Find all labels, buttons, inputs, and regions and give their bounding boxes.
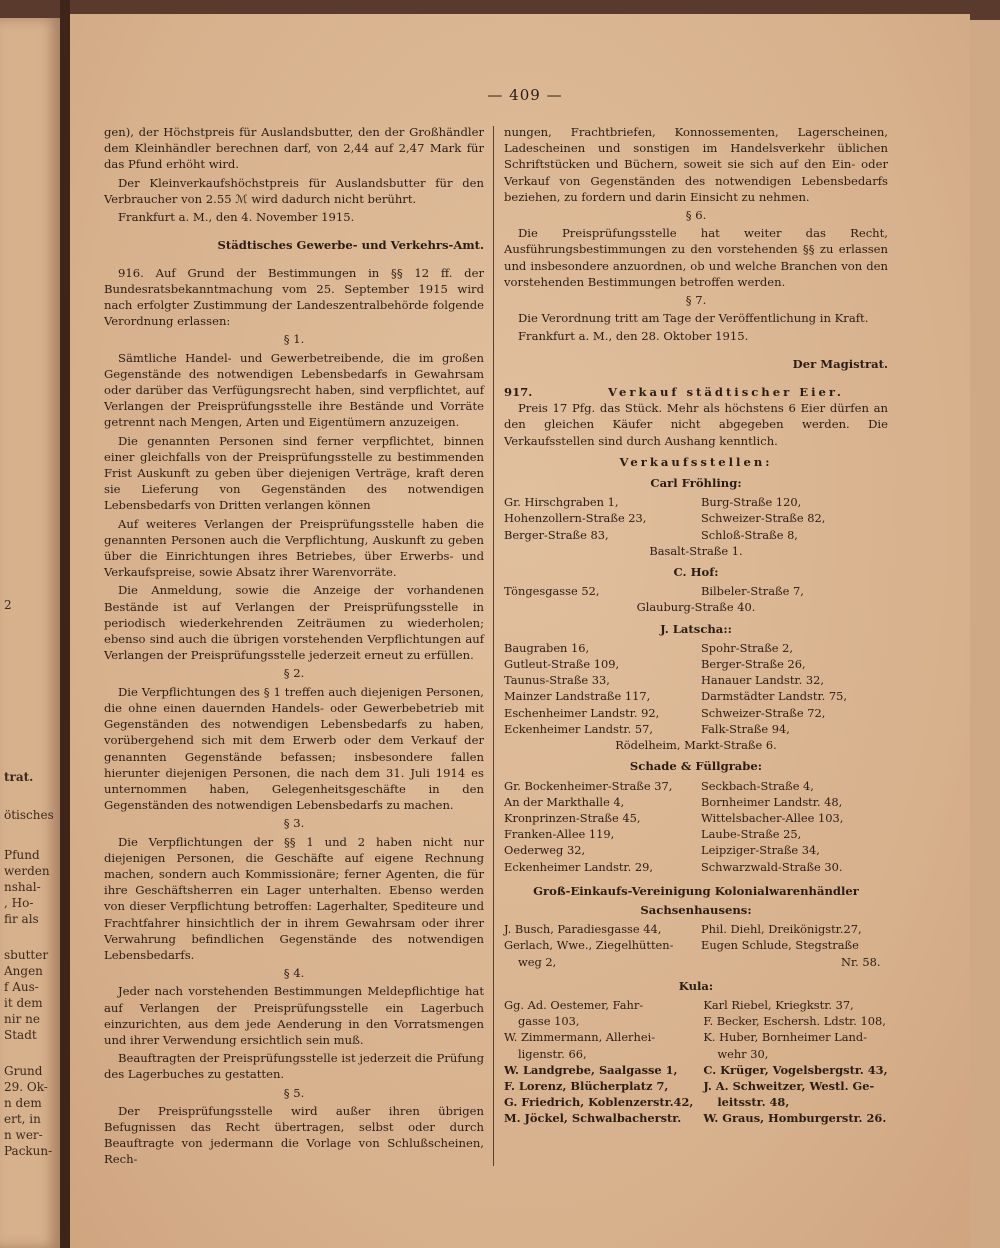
previous-page-edge	[0, 18, 60, 1248]
paragraph: Der Kleinverkaufshöchstpreis für Auslandsbutter für den Verbraucher von 2.55 ℳ wird dadurch nicht berührt.	[104, 175, 484, 206]
address: Darmstädter Landstr. 75,	[701, 689, 848, 704]
sales-heading: Verkaufsstellen:	[619, 454, 773, 469]
left-fragment: ötisches	[4, 808, 54, 822]
paragraph: Die Verpflichtungen der §§ 1 und 2 haben nicht nur diejenigen Personen, die Geschäfte auf eigene Rechnung machen, sondern auch Kommissionäre; ferner Agenten, die für ihre Geschäftsherren ein Lager unterhalten. Ebenso werden von dieser Verpflichtung betroffen: Lagerhalter, Spediteure und Frachtfahrer hinsichtlich der in ihrem Gewahrsam oder ihrer Verwahrung befindlichen Gegenstände des notwendigen Lebensbedarfs.	[104, 834, 484, 962]
address: W. Graus, Homburgerstr. 26.	[703, 1111, 887, 1126]
paragraph: Auf weiteres Verlangen der Preisprüfungsstelle haben die genannten Personen auch die Verpflichtung, Auskunft zu geben über die Einrichtungen ihres Betriebes, über Erwerbs- und Verkaufspreise, sowie Absatz ihrer Warenvorräte.	[104, 516, 484, 580]
address: leitsstr. 48,	[717, 1095, 790, 1110]
paragraph-916: 916. Auf Grund der Bestimmungen in §§ 12 ff. der Bundesratsbekanntmachung vom 25. September 1915 wird nach erfolgter Zustimmung der Landeszentralbehörde folgende Verordnung erlassen:	[104, 265, 484, 329]
group-heading: Schade & Füllgrabe:	[629, 759, 763, 774]
page-number: — 409 —	[487, 86, 563, 104]
left-fragment: Pfund	[4, 848, 40, 862]
address: G. Friedrich, Koblenzerstr.42,	[504, 1095, 694, 1110]
paragraph: Preis 17 Pfg. das Stück. Mehr als höchstens 6 Eier dürfen an den gleichen Käufer nicht abgegeben werden. Die Verkaufsstellen sind durch Aushang kenntlich.	[504, 401, 888, 448]
section-heading: § 3.	[283, 816, 305, 831]
page-edge-right	[968, 20, 1000, 1248]
left-fragment: n dem	[4, 1096, 42, 1110]
address: Laube-Straße 25,	[701, 827, 802, 842]
address: Wittelsbacher-Allee 103,	[701, 810, 844, 825]
address-list	[504, 640, 888, 753]
address: gasse 103,	[518, 1014, 580, 1029]
group-heading: Groß-Einkaufs-Vereinigung Kolonialwarenhändler	[533, 883, 859, 898]
address: Burg-Straße 120,	[701, 495, 802, 510]
section-heading: § 5.	[283, 1085, 305, 1100]
address: Hohenzollern-Straße 23,	[504, 511, 647, 526]
left-fragment: n wer-	[4, 1128, 43, 1142]
address: J. A. Schweitzer, Westl. Ge-	[703, 1078, 875, 1093]
left-fragment: Grund	[4, 1064, 43, 1078]
group-heading: Carl Fröhling:	[650, 476, 742, 491]
address: Eugen Schlude, Stegstraße	[701, 938, 859, 953]
address: Töngesgasse 52,	[504, 584, 600, 599]
section-heading: § 4.	[283, 966, 305, 981]
address: Gr. Bockenheimer-Straße 37,	[504, 778, 673, 793]
address: Phil. Diehl, Dreikönigstr.27,	[701, 922, 862, 937]
date-line: Frankfurt a. M., den 28. Oktober 1915.	[518, 329, 749, 344]
left-fragment: sbutter	[4, 948, 49, 962]
address-list	[504, 778, 888, 875]
section-heading: § 1.	[283, 332, 305, 347]
left-fragment: trat.	[4, 770, 34, 784]
column-rule	[493, 126, 494, 1166]
address: Schwarzwald-Straße 30.	[701, 859, 843, 874]
address: Berger-Straße 83,	[504, 527, 609, 542]
address: Hanauer Landstr. 32,	[701, 673, 824, 688]
address: Falk-Straße 94,	[701, 721, 790, 736]
left-fragment: Packun-	[4, 1144, 53, 1158]
address: Bilbeler-Straße 7,	[701, 584, 804, 599]
address: C. Krüger, Vogelsbergstr. 43,	[703, 1062, 888, 1077]
article-title: Verkauf städtischer Eier.	[608, 385, 844, 400]
signature: Städtisches Gewerbe- und Verkehrs-Amt.	[217, 237, 484, 252]
paragraph: Der Preisprüfungsstelle wird außer ihren übrigen Befugnissen das Recht übertragen, selbst oder durch Beauftragte von jedermann die Vorlage von Schlußscheinen, Rech-	[104, 1103, 484, 1167]
address: M. Jöckel, Schwalbacherstr.	[504, 1111, 682, 1126]
address: Basalt-Straße 1.	[649, 543, 743, 558]
address: Taunus-Straße 33,	[504, 673, 610, 688]
address: Spohr-Straße 2,	[701, 640, 794, 655]
signature: Der Magistrat.	[792, 357, 888, 372]
address: Mainzer Landstraße 117,	[504, 689, 651, 704]
paragraph: Die Verpflichtungen des § 1 treffen auch diejenigen Personen, die ohne einen dauernden Handels- oder Gewerbebetrieb mit Gegenständen des notwendigen Lebensbedarfs zu haben, vorübergehend sich mit dem Erwerb oder dem Verkauf der genannten Gegenstände befassen; insbesondere fallen hierunter diejenigen Personen, die nach dem 31. Juli 1914 es unternommen haben, Gelegenheitsgeschäfte in den Gegenständen des notwendigen Lebensbedarfs zu machen.	[104, 684, 484, 813]
book-gutter	[60, 0, 70, 1248]
address-list	[504, 494, 888, 559]
left-fragment: werden	[4, 864, 50, 878]
address: Berger-Straße 26,	[701, 657, 806, 672]
address: Schweizer-Straße 82,	[701, 511, 826, 526]
address: Schloß-Straße 8,	[701, 527, 798, 542]
address: An der Markthalle 4,	[504, 794, 625, 809]
address: Kronprinzen-Straße 45,	[504, 810, 641, 825]
address: wehr 30,	[717, 1046, 769, 1061]
left-column	[104, 124, 484, 1170]
address: Gr. Hirschgraben 1,	[504, 495, 619, 510]
paragraph: Die Anmeldung, sowie die Anzeige der vorhandenen Bestände ist auf Verlangen der Preisprüfungsstelle in periodisch wiederkehrenden Zeiträumen zu wiederholen; ebenso sind auch die übrigen vorstehenden Verpflichtungen auf Verlangen der Preisprüfungsstelle jederzeit erneut zu erfüllen.	[104, 583, 484, 663]
address: weg 2,	[518, 954, 557, 969]
address: J. Busch, Paradiesgasse 44,	[504, 922, 662, 937]
date-line: Frankfurt a. M., den 4. November 1915.	[118, 210, 355, 225]
group-heading: Sachsenhausens:	[640, 902, 752, 917]
address: W. Zimmermann, Allerhei-	[504, 1030, 656, 1045]
address: F. Lorenz, Blücherplatz 7,	[504, 1078, 669, 1093]
address: Gutleut-Straße 109,	[504, 657, 620, 672]
address: Rödelheim, Markt-Straße 6.	[615, 738, 777, 753]
left-fragment: 2	[4, 598, 12, 612]
left-fragment: f Aus-	[4, 980, 39, 994]
left-fragment: fir als	[4, 912, 39, 926]
left-fragment: nshal-	[4, 880, 41, 894]
address: Schweizer-Straße 72,	[701, 705, 826, 720]
left-fragment: nir ne	[4, 1012, 40, 1026]
paragraph: Beauftragten der Preisprüfungsstelle ist jederzeit die Prüfung des Lagerbuches zu gestatten.	[104, 1051, 484, 1082]
paragraph: Die genannten Personen sind ferner verpflichtet, binnen einer gleichfalls von der Preisprüfungsstelle zu bestimmenden Frist Auskunft zu geben über diejenigen Verträge, kraft deren sie Lieferung von Gegenständen des notwendigen Lebensbedarfs von Dritten verlangen können	[104, 433, 484, 513]
paragraph: nungen, Frachtbriefen, Konnossementen, Lagerscheinen, Ladescheinen und sonstigen im Handelsverkehr üblichen Schriftstücken und Büchern, soweit sie sich auf den Ein- oder Verkauf von Gegenständen des notwendigen Lebensbedarfs beziehen, zu fordern und darin Einsicht zu nehmen.	[504, 125, 888, 204]
address: K. Huber, Bornheimer Land-	[703, 1030, 868, 1045]
address: Seckbach-Straße 4,	[701, 778, 814, 793]
address: F. Becker, Eschersh. Ldstr. 108,	[703, 1014, 886, 1029]
address: Eschenheimer Landstr. 92,	[504, 705, 660, 720]
address: Leipziger-Straße 34,	[701, 843, 820, 858]
left-fragment: 29. Ok-	[4, 1080, 48, 1094]
address: ligenstr. 66,	[518, 1046, 587, 1061]
group-heading: C. Hof:	[673, 565, 719, 580]
document-page	[70, 14, 970, 1248]
paragraph: Jeder nach vorstehenden Bestimmungen Meldepflichtige hat auf Verlangen der Preisprüfungsstelle ein Lagerbuch einzurichten, aus dem jede Aenderung in den Vorratsmengen und ihrer Verwendung ersichtlich sein muß.	[104, 984, 484, 1047]
paragraph: Die Verordnung tritt am Tage der Veröffentlichung in Kraft.	[518, 311, 869, 326]
address: Bornheimer Landstr. 48,	[701, 794, 843, 809]
address: Nr. 58.	[841, 954, 881, 969]
left-fragment: it dem	[4, 996, 43, 1010]
section-heading: § 7.	[685, 293, 707, 308]
left-fragment: Angen	[4, 964, 43, 978]
section-heading: § 6.	[685, 208, 707, 223]
address: Karl Riebel, Kriegkstr. 37,	[703, 997, 854, 1012]
address-list	[504, 997, 888, 1127]
address: Gg. Ad. Oestemer, Fahr-	[504, 997, 644, 1012]
address: Glauburg-Straße 40.	[636, 600, 756, 615]
address: Oederweg 32,	[504, 843, 586, 858]
paragraph: Sämtliche Handel- und Gewerbetreibende, die im großen Gegenstände des notwendigen Lebensbedarfs in Gewahrsam oder darüber das Verfügungsrecht haben, sind verpflichtet, auf Verlangen der Preisprüfungsstelle ihre Bestände und Vorräte getrennt nach Mengen, Arten und Eigentümern anzuzeigen.	[104, 350, 484, 430]
address: Baugraben 16,	[504, 640, 590, 655]
right-column	[504, 124, 888, 1127]
left-fragment: Stadt	[4, 1028, 37, 1042]
address-list	[504, 921, 888, 970]
address: Franken-Allee 119,	[504, 827, 615, 842]
address: Gerlach, Wwe., Ziegelhütten-	[504, 938, 674, 953]
address: W. Landgrebe, Saalgasse 1,	[504, 1062, 678, 1077]
address-list	[504, 583, 888, 615]
section-heading: § 2.	[283, 666, 305, 681]
group-heading: J. Latscha::	[660, 621, 732, 636]
article-917-header	[504, 384, 888, 400]
address: Eckenheimer Landstr. 29,	[504, 859, 653, 874]
address: Eckenheimer Landstr. 57,	[504, 721, 653, 736]
left-fragment: ert, in	[4, 1112, 41, 1126]
group-heading: Kula:	[678, 978, 714, 993]
paragraph: gen), der Höchstpreis für Auslandsbutter, den der Großhändler dem Kleinhändler berechnen darf, von 2,44 auf 2,47 Mark für das Pfund erhöht wird.	[104, 125, 484, 172]
left-fragment: , Ho-	[4, 896, 34, 910]
article-number: 917.	[504, 385, 533, 400]
paragraph: Die Preisprüfungsstelle hat weiter das Recht, Ausführungsbestimmungen zu den vorstehenden §§ zu erlassen und insbesondere anzuordnen, ob und welche Branchen von den vorstehenden Bestimmungen betroffen werden.	[504, 226, 888, 289]
